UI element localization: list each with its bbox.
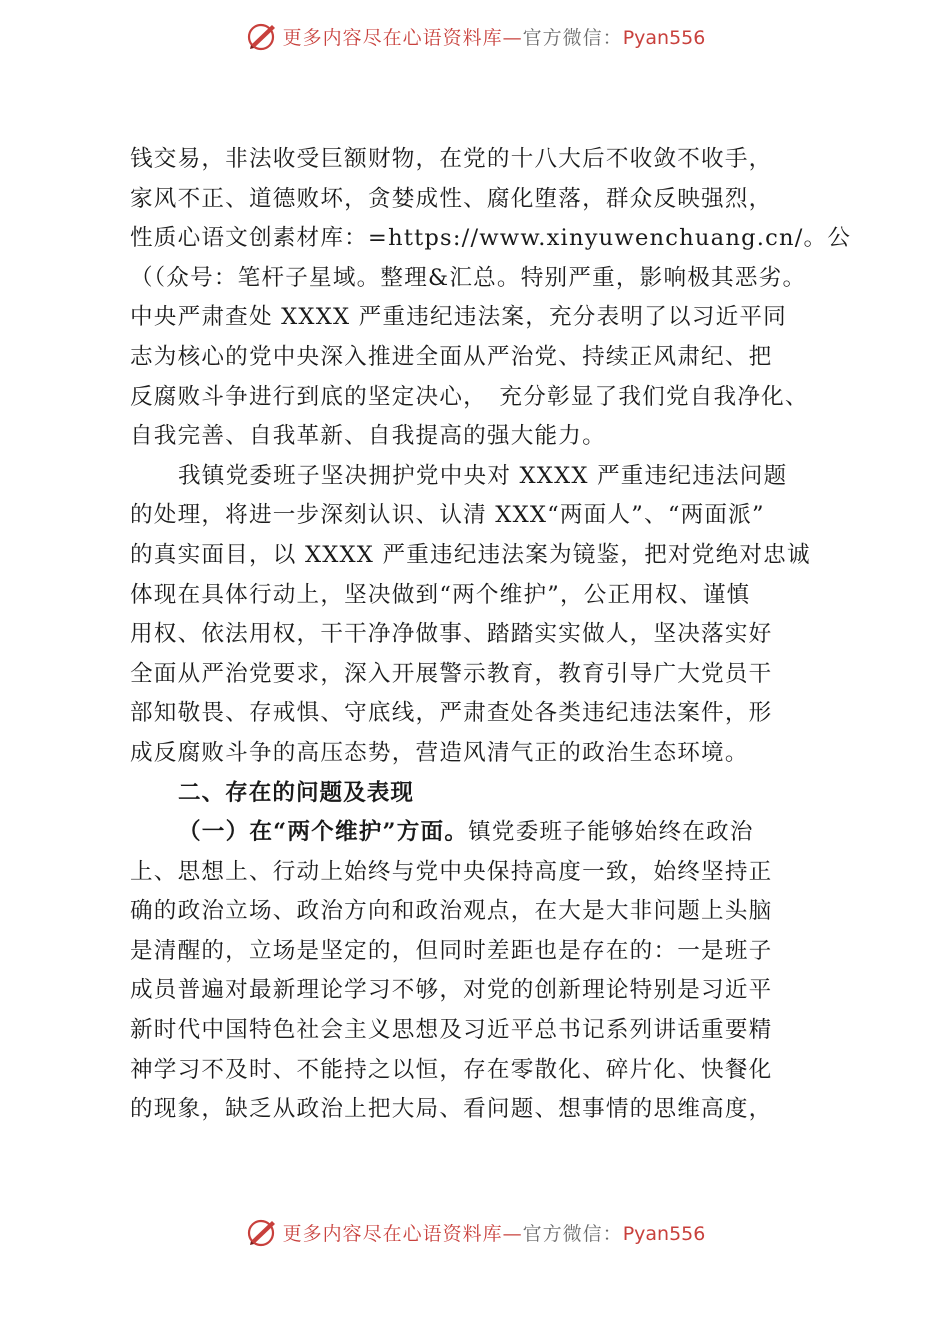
- text-line: 体现在具体行动上，坚决做到“两个维护”，公正用权、谨慎: [130, 581, 751, 608]
- text-line: 反腐败斗争进行到底的坚定决心， 充分彰显了我们党自我净化、: [130, 383, 809, 410]
- paragraph-1: [130, 140, 850, 457]
- text-line: 性质心语文创素材库：=https://www.xinyuwenchuang.cn/。公: [130, 225, 852, 252]
- text-line: 用权、依法用权，干干净净做事、踏踏实实做人，坚决落实好: [130, 621, 773, 648]
- pen-logo-icon: [245, 1215, 279, 1249]
- watermark-wechat-id: Pyan556: [622, 26, 706, 49]
- text-line: 钱交易，非法收受巨额财物，在党的十八大后不收敛不收手，: [130, 146, 773, 172]
- text-line: 是清醒的，立场是坚定的，但同时差距也是存在的：一是班子: [130, 937, 773, 964]
- text-line: 上、思想上、行动上始终与党中央保持高度一致，始终坚持正: [130, 858, 773, 885]
- text-line: 神学习不及时、不能持之以恒，存在零散化、碎片化、快餐化: [130, 1056, 773, 1083]
- text-line: 的现象，缺乏从政治上把大局、看问题、想事情的思维高度，: [130, 1096, 773, 1123]
- watermark-separator: —: [502, 1222, 523, 1245]
- document-body: [130, 140, 850, 1130]
- text-line: 部知敬畏、存戒惧、守底线，严肃查处各类违纪违法案件，形: [130, 700, 773, 727]
- watermark-text: [283, 1219, 706, 1246]
- watermark-separator: —: [502, 26, 523, 49]
- paragraph-3-first-text: 镇党委班子能够始终在政治: [468, 819, 754, 846]
- bottom-watermark-banner: [0, 1212, 950, 1252]
- watermark-wechat-label: 官方微信：: [522, 1222, 623, 1245]
- text-line: 新时代中国特色社会主义思想及习近平总书记系列讲话重要精: [130, 1017, 773, 1044]
- watermark-wechat-label: 官方微信：: [522, 26, 623, 49]
- watermark-brand: 更多内容尽在心语资料库: [282, 26, 503, 49]
- watermark-wechat-id: Pyan556: [622, 1222, 706, 1245]
- top-watermark-banner: [0, 16, 950, 56]
- text-line: 成员普遍对最新理论学习不够，对党的创新理论特别是习近平: [130, 977, 773, 1004]
- paragraph-2: [130, 457, 850, 774]
- watermark-text: [283, 23, 706, 50]
- text-line: 确的政治立场、政治方向和政治观点，在大是大非问题上头脑: [130, 898, 773, 925]
- text-line: 志为核心的党中央深入推进全面从严治党、持续正风肃纪、把: [130, 343, 773, 370]
- text-line: [130, 813, 850, 853]
- text-line: 的处理，将进一步深刻认识、认清 XXX“两面人”、“两面派”: [130, 502, 765, 529]
- text-line: 自我完善、自我革新、自我提高的强大能力。: [130, 423, 606, 450]
- text-line: 的真实面目，以 XXXX 严重违纪违法案为镜鉴，把对党绝对忠诚: [130, 541, 811, 568]
- text-line: 中央严肃查处 XXXX 严重违纪违法案，充分表明了以习近平同: [130, 304, 787, 331]
- subheading: （一）在“两个维护”方面。: [178, 819, 469, 846]
- text-line: 全面从严治党要求，深入开展警示教育，教育引导广大党员干: [130, 660, 773, 687]
- text-line: 我镇党委班子坚决拥护党中央对 XXXX 严重违纪违法问题: [178, 462, 788, 489]
- pen-logo-icon: [245, 19, 279, 53]
- watermark-brand: 更多内容尽在心语资料库: [282, 1222, 503, 1245]
- text-line: 成反腐败斗争的高压态势，营造风清气正的政治生态环境。: [130, 739, 749, 766]
- paragraph-3: [130, 813, 850, 1130]
- text-line: （（众号：笔杆子星域。整理&汇总。特别严重，影响极其恶劣。: [130, 264, 807, 291]
- section-heading: 二、存在的问题及表现: [178, 779, 414, 806]
- text-line: 家风不正、道德败坏，贪婪成性、腐化堕落，群众反映强烈，: [130, 185, 773, 212]
